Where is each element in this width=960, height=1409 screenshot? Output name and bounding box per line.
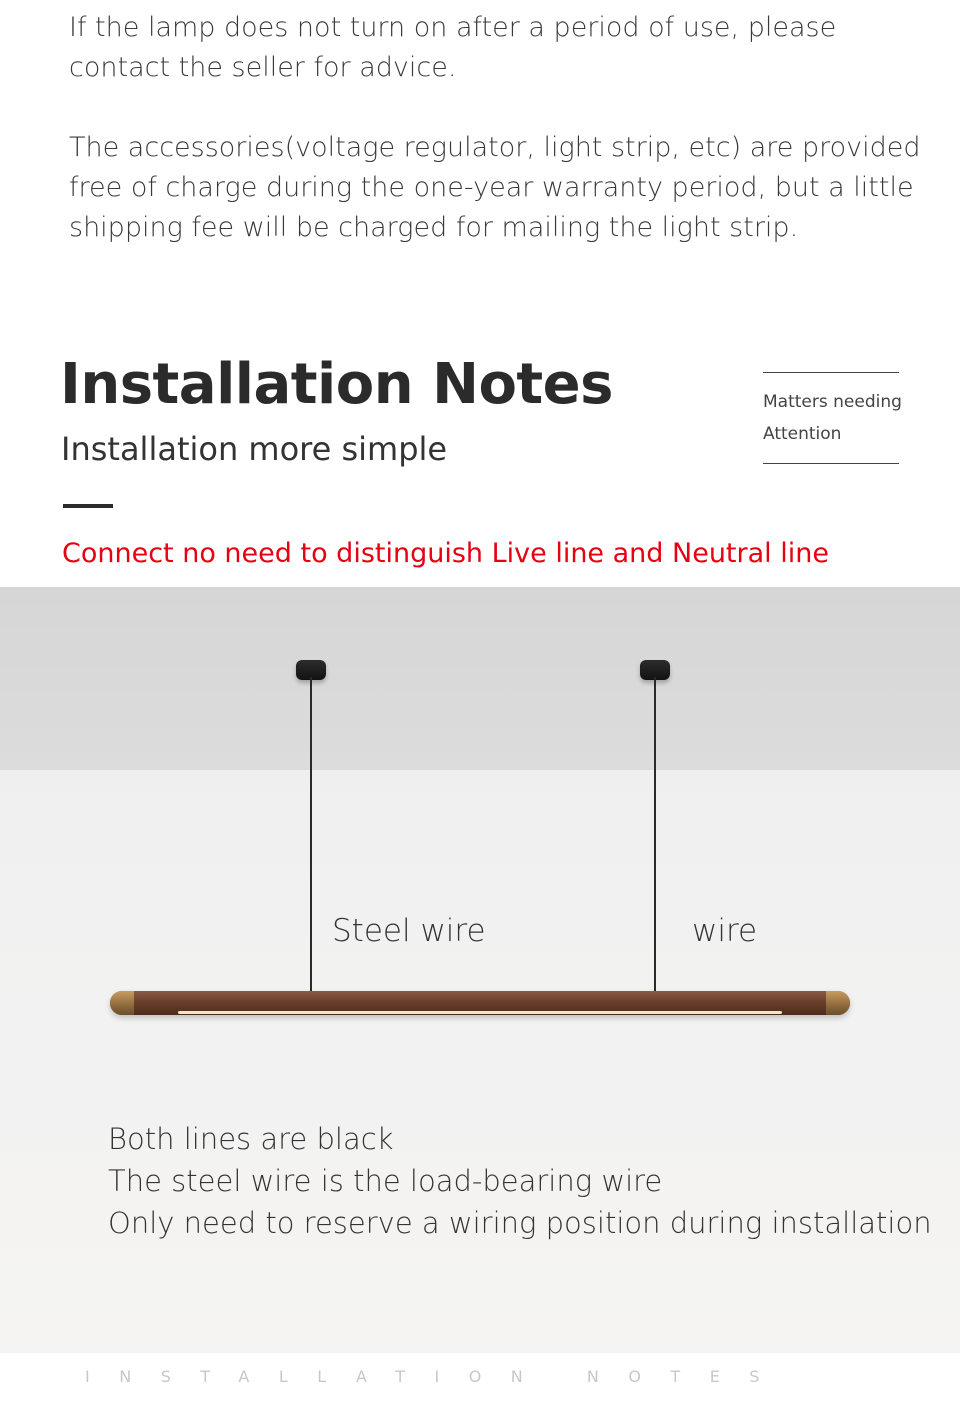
brass-end-cap-right bbox=[826, 991, 850, 1015]
steel-wire-line bbox=[310, 677, 312, 993]
footer bbox=[0, 1353, 960, 1409]
section-title: Installation Notes bbox=[60, 352, 613, 417]
side-note-line-1: Matters needing bbox=[763, 392, 902, 412]
wiring-highlight: Connect no need to distinguish Live line and Neutral line bbox=[62, 538, 829, 569]
note-line: Both lines are black bbox=[108, 1122, 394, 1156]
warranty-paragraph-2: The accessories(voltage regulator, light strip, etc) are provided free of charge during the one-year warranty period, but a little shipping fee will be charged for mailing the light strip. bbox=[69, 132, 921, 243]
note-line: Only need to reserve a wiring position during installation bbox=[108, 1206, 932, 1240]
warranty-paragraph-1: If the lamp does not turn on after a period of use, please contact the seller for advice. bbox=[69, 12, 837, 83]
linear-wood-lamp bbox=[110, 991, 850, 1015]
title-divider bbox=[63, 504, 113, 508]
steel-wire-label: Steel wire bbox=[332, 913, 486, 949]
light-strip bbox=[178, 1011, 782, 1014]
power-wire-line bbox=[654, 677, 656, 993]
section-subtitle: Installation more simple bbox=[61, 430, 448, 468]
footer-spaced-text: INSTALLATION NOTES bbox=[85, 1367, 789, 1386]
lamp-installation-image bbox=[0, 587, 960, 1353]
note-line: The steel wire is the load-bearing wire bbox=[108, 1164, 663, 1198]
side-note-box bbox=[763, 372, 902, 464]
brass-end-cap-left bbox=[110, 991, 134, 1015]
side-note-line-2: Attention bbox=[763, 424, 842, 444]
wire-label: wire bbox=[692, 913, 758, 949]
ceiling bbox=[0, 587, 960, 770]
